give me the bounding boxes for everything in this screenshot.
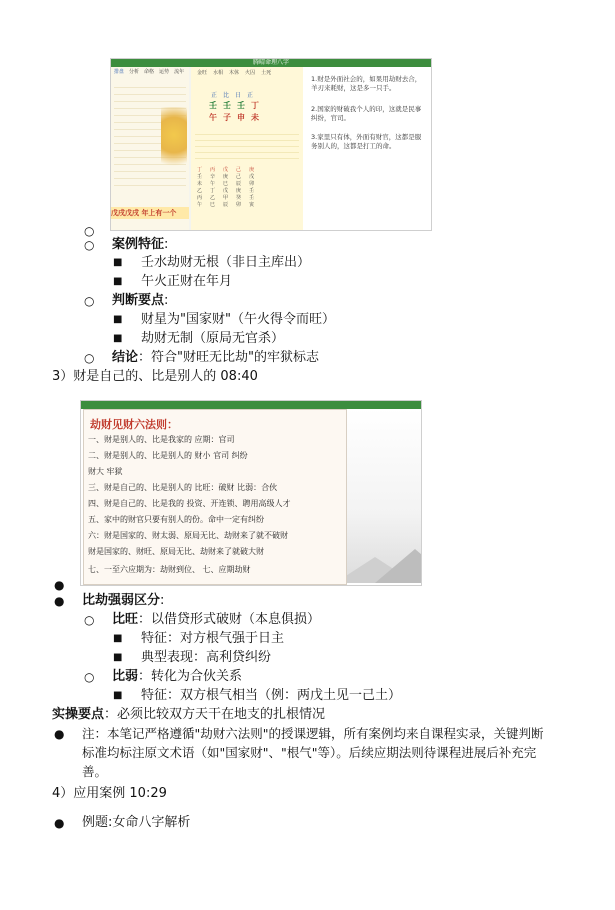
mountain-decoration	[375, 549, 422, 583]
case-features-heading: 案例特征:	[112, 237, 169, 252]
season-strength-row	[197, 70, 271, 77]
note-2: 2.国家的财破我个人的印，这就是民事纠纷，官司。	[311, 105, 422, 122]
strength-label: 金旺	[197, 70, 208, 76]
square-bullet-icon: ■	[113, 633, 123, 644]
pillar-gan: 壬	[209, 101, 223, 110]
note-line: 善。	[82, 764, 108, 779]
heading-4: 4）应用案例 10:29	[52, 786, 167, 801]
left-tabs	[114, 69, 184, 76]
pillar-zhi: 午	[209, 113, 223, 122]
pillar-zhi: 未	[251, 113, 265, 122]
screenshot-bazi-software	[110, 58, 432, 231]
hollow-bullet-icon: ○	[84, 613, 95, 627]
judgment-item: 劫财无制（原局无官杀）	[141, 331, 285, 346]
pillar-gan-row	[209, 101, 265, 111]
dayun-row: 丁丙戊己庚	[197, 167, 263, 173]
strong-detail: 特征：对方根气强于日主	[141, 631, 285, 646]
practice-point: 实操要点：必须比较双方天干在地支的扎根情况	[52, 707, 326, 722]
left-pane	[111, 67, 189, 230]
slide-background	[345, 409, 421, 583]
dayun-row: 午巳辰卯寅	[197, 202, 263, 208]
conclusion: 结论：符合"财旺无比劫"的牢狱标志	[112, 350, 319, 365]
dayun-row: 丙乙甲癸壬	[197, 195, 263, 201]
hidden-stems-area	[195, 129, 299, 163]
rule-line: 五、家中的财官只要有别人的份。命中一定有纠纷	[88, 515, 264, 524]
rule-line: 财大 牢狱	[88, 467, 123, 476]
left-footer-tags	[111, 207, 189, 219]
rule-line: 七、一至六应期为：劫财到位、 七、应期劫财	[88, 565, 251, 574]
square-bullet-icon: ■	[113, 652, 123, 663]
flower-decoration	[161, 107, 187, 177]
rule-line: 一、财是别人的、比是我家的 应期：官司	[88, 435, 235, 444]
notes-pane	[303, 67, 431, 230]
dayun-row: 未午巳辰卯	[197, 181, 263, 187]
heading-3: 3）财是自己的、比是别人的 08:40	[52, 369, 258, 384]
case-feature-item: 壬水劫财无根（非日主库出）	[141, 255, 311, 270]
screenshot-six-rules-slide	[80, 400, 422, 586]
note-line: 标准均标注原文术语（如"国家财"、"根气"等）。后续应期法则待课程进展后补充完	[82, 745, 537, 760]
strength-label: 土死	[261, 70, 272, 76]
strong-detail: 典型表现：高利贷纠纷	[141, 650, 272, 665]
bullet-icon: ●	[54, 727, 65, 741]
hollow-bullet-icon: ○	[84, 294, 95, 308]
rule-line: 财是国家的、财旺、原局无比、劫财来了就破大财	[88, 547, 264, 556]
window-bar	[81, 401, 421, 409]
bullet-icon: ●	[54, 594, 65, 608]
footer-tag: 年上有一个	[141, 209, 177, 217]
hollow-bullet-icon: ○	[84, 670, 95, 684]
hollow-bullet-icon: ○	[84, 224, 95, 238]
rule-line: 六：财是国家的、财太弱、原局无比、劫财来了就不破财	[88, 531, 288, 540]
pillar-shishen: 日	[235, 92, 248, 99]
pillar-zhi: 申	[237, 113, 251, 122]
note-1: 1.财是外面社会的，如果用劫财去合，羊刃来耗财，这是多一只手。	[311, 75, 422, 92]
left-tab[interactable]: 命格	[144, 69, 155, 75]
pillar-zhi-row	[209, 113, 265, 123]
weak-detail: 特征：双方根气相当（例：两戊土见一己土）	[141, 688, 402, 703]
dayun-row: 壬辛庚己戊	[197, 174, 263, 180]
square-bullet-icon: ■	[113, 690, 123, 701]
pillar-shishen: 正	[211, 92, 224, 99]
dayun-table	[197, 167, 297, 209]
rules-card	[83, 409, 347, 585]
rules-title: 劫财见财六法则：	[90, 418, 178, 431]
middle-pane	[191, 67, 303, 230]
bullet-icon: ●	[54, 816, 65, 830]
strength-label: 水相	[213, 70, 224, 76]
dayun-row: 乙丁戊庚壬	[197, 188, 263, 194]
rule-line: 三、财是自己的、比是别人的 比旺：破财 比弱：合伙	[88, 483, 278, 492]
left-tab[interactable]: 流年	[174, 69, 185, 75]
left-tab[interactable]: 排盘	[114, 69, 125, 75]
bullet-icon: ●	[54, 578, 65, 592]
judgment-item: 财星为"国家财"（午火得令而旺）	[141, 312, 335, 327]
section-b-heading: 比劫强弱区分:	[82, 593, 165, 608]
pillar-shishen: 正	[247, 92, 260, 99]
strong-item: 比旺：以借贷形式破财（本息俱损）	[112, 612, 321, 627]
pillar-gan: 壬	[237, 101, 251, 110]
hollow-bullet-icon: ○	[84, 238, 95, 252]
square-bullet-icon: ■	[113, 276, 123, 287]
hollow-bullet-icon: ○	[84, 351, 95, 365]
rule-line: 二、财是别人的、比是别人的 财小 官司 纠纷	[88, 451, 248, 460]
judgment-heading: 判断要点:	[112, 293, 169, 308]
left-tab[interactable]: 运势	[159, 69, 170, 75]
pillar-gan: 丁	[251, 101, 265, 110]
strength-label: 木休	[229, 70, 240, 76]
pillar-shishen-row	[211, 91, 259, 101]
pillar-zhi: 子	[223, 113, 237, 122]
square-bullet-icon: ■	[113, 333, 123, 344]
note-3: 3.家里只有体，外面有财官，这都是服务别人的，这都是打工的命。	[311, 133, 422, 150]
left-tab[interactable]: 分析	[129, 69, 140, 75]
square-bullet-icon: ■	[113, 257, 123, 268]
pillar-gan: 壬	[223, 101, 237, 110]
note-line: 注：本笔记严格遵循"劫财六法则"的授课逻辑，所有案例均来自课程实录，关键判断	[82, 726, 544, 741]
example-title: 例题:女命八字解析	[82, 815, 191, 830]
rule-line: 四、财是自己的、比是我的 投资、开连锁、聘用高级人才	[88, 499, 291, 508]
pillar-shishen: 比	[223, 92, 236, 99]
strength-label: 火囚	[245, 70, 256, 76]
weak-item: 比弱：转化为合伙关系	[112, 669, 243, 684]
case-feature-item: 午火正财在年月	[141, 274, 233, 289]
square-bullet-icon: ■	[113, 314, 123, 325]
window-title: 腾晴命理八字	[111, 59, 431, 67]
footer-tag: 戊戌戊戌	[111, 209, 139, 217]
